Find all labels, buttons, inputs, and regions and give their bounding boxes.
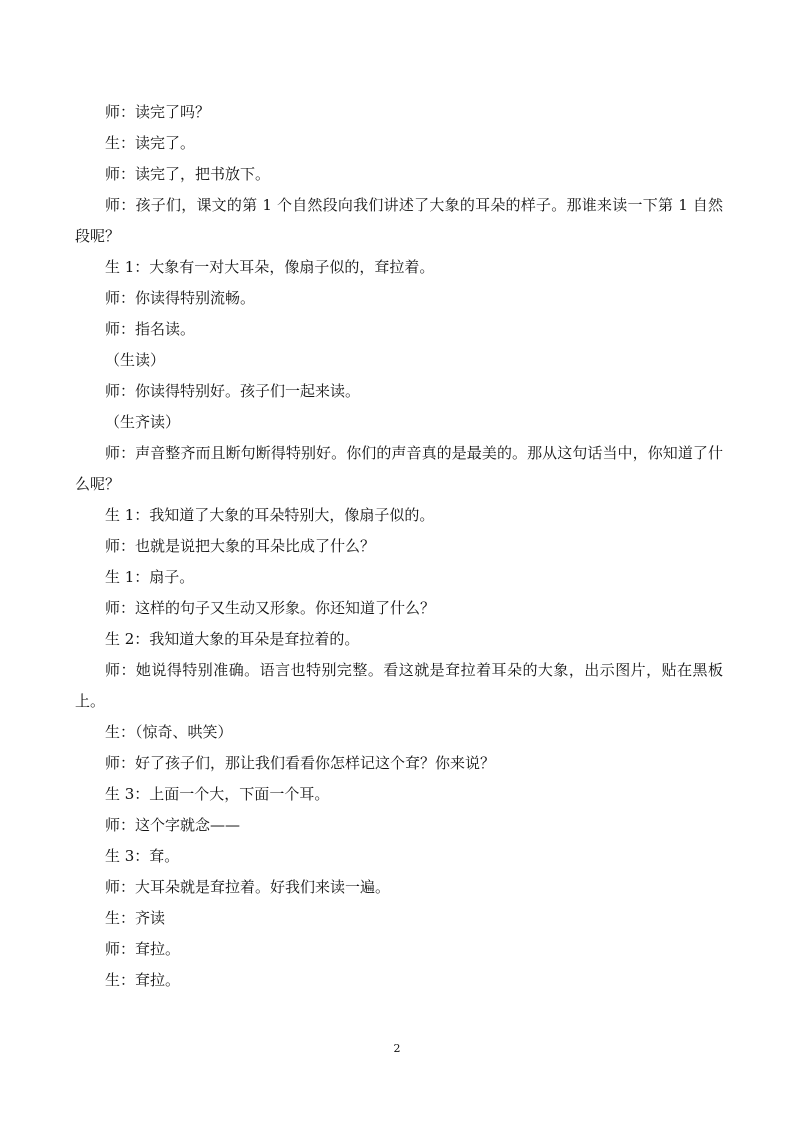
paragraph: 生 3：上面一个大，下面一个耳。: [105, 785, 330, 803]
paragraph: 师：大耳朵就是耷拉着。好我们来读一遍。: [105, 878, 391, 896]
paragraph: 师：你读得特别流畅。: [105, 289, 256, 307]
paragraph: 生：（惊奇、哄笑）: [105, 723, 233, 741]
paragraph: 生：齐读: [105, 909, 166, 927]
paragraph: 生 2：我知道大象的耳朵是耷拉着的。: [105, 630, 360, 648]
paragraph: 师：她说得特别准确。语言也特别完整。看这就是耷拉着耳朵的大象，出示图片，贴在黑板上。: [75, 661, 723, 710]
paragraph: 生 1：大象有一对大耳朵，像扇子似的，耷拉着。: [105, 258, 435, 276]
paragraph: 生 1：我知道了大象的耳朵特别大，像扇子似的。: [105, 506, 435, 524]
paragraph: 师：声音整齐而且断句断得特别好。你们的声音真的是最美的。那从这句话当中，你知道了什么呢？: [75, 444, 723, 493]
paragraph: 师：这个字就念——: [105, 816, 241, 834]
paragraph: （生齐读）: [105, 413, 181, 431]
paragraph: 师：读完了吗？: [105, 103, 211, 121]
paragraph: （生读）: [105, 351, 166, 369]
paragraph: 生 1：扇子。: [105, 568, 195, 586]
document-body: [75, 97, 723, 996]
paragraph: 生：读完了。: [105, 134, 196, 152]
paragraph: 生：耷拉。: [105, 971, 181, 989]
paragraph: 师：孩子们，课文的第 1 个自然段向我们讲述了大象的耳朵的样子。那谁来读一下第 1 自然段呢？: [75, 196, 723, 245]
paragraph: 师：耷拉。: [105, 940, 181, 958]
paragraph: 师：这样的句子又生动又形象。你还知道了什么？: [105, 599, 436, 617]
paragraph: 师：好了孩子们，那让我们看看你怎样记这个耷？你来说？: [105, 754, 496, 772]
paragraph: 师：也就是说把大象的耳朵比成了什么？: [105, 537, 376, 555]
paragraph: 师：你读得特别好。孩子们一起来读。: [105, 382, 361, 400]
paragraph: 师：读完了，把书放下。: [105, 165, 271, 183]
paragraph: 生 3：耷。: [105, 847, 180, 865]
paragraph: 师：指名读。: [105, 320, 196, 338]
page-number: 2: [393, 1042, 401, 1055]
